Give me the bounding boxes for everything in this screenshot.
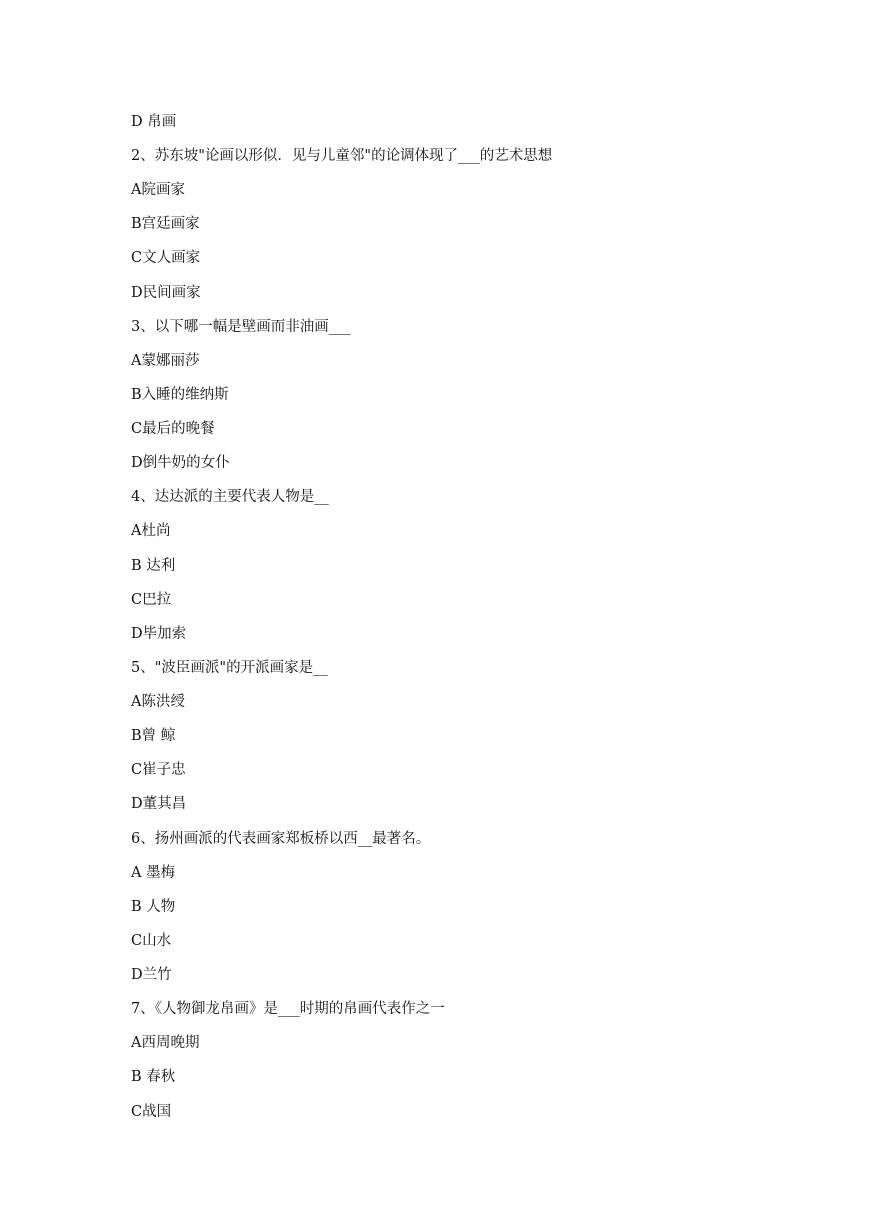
option-5-b: B曾 鲸	[131, 728, 176, 744]
option-1-d: D 帛画	[131, 114, 177, 130]
option-4-a: A杜尚	[131, 523, 171, 539]
option-6-b: B 人物	[131, 899, 176, 915]
option-2-a: A院画家	[131, 182, 185, 198]
question-4: 4、达达派的主要代表人物是__	[131, 489, 329, 505]
question-7: 7、《人物御龙帛画》是___时期的帛画代表作之一	[131, 1001, 445, 1017]
option-4-d: D毕加索	[131, 626, 187, 642]
question-2: 2、苏东坡"论画以形似．见与儿童邻"的论调体现了___的艺术思想	[131, 148, 553, 164]
option-2-b: B宫廷画家	[131, 216, 200, 232]
option-3-d: D倒牛奶的女仆	[131, 455, 230, 471]
question-6: 6、扬州画派的代表画家郑板桥以西__最著名。	[131, 831, 431, 847]
option-5-d: D董其昌	[131, 796, 187, 812]
question-3: 3、以下哪一幅是壁画而非油画___	[131, 319, 351, 335]
option-3-a: A蒙娜丽莎	[131, 353, 200, 369]
option-6-d: D兰竹	[131, 967, 172, 983]
option-3-b: B入睡的维纳斯	[131, 387, 229, 403]
question-5: 5、"波臣画派"的开派画家是__	[131, 660, 328, 676]
option-4-c: C巴拉	[131, 592, 172, 608]
option-4-b: B 达利	[131, 558, 176, 574]
option-7-a: A西周晚期	[131, 1035, 200, 1051]
option-3-c: C最后的晚餐	[131, 421, 215, 437]
option-2-c: C文人画家	[131, 250, 201, 266]
option-5-c: C崔子忠	[131, 762, 186, 778]
option-6-c: C山水	[131, 933, 172, 949]
option-7-b: B 春秋	[131, 1069, 176, 1085]
option-5-a: A陈洪绶	[131, 694, 185, 710]
option-7-c: C战国	[131, 1104, 172, 1120]
option-2-d: D民间画家	[131, 285, 201, 301]
option-6-a: A 墨梅	[131, 865, 176, 881]
